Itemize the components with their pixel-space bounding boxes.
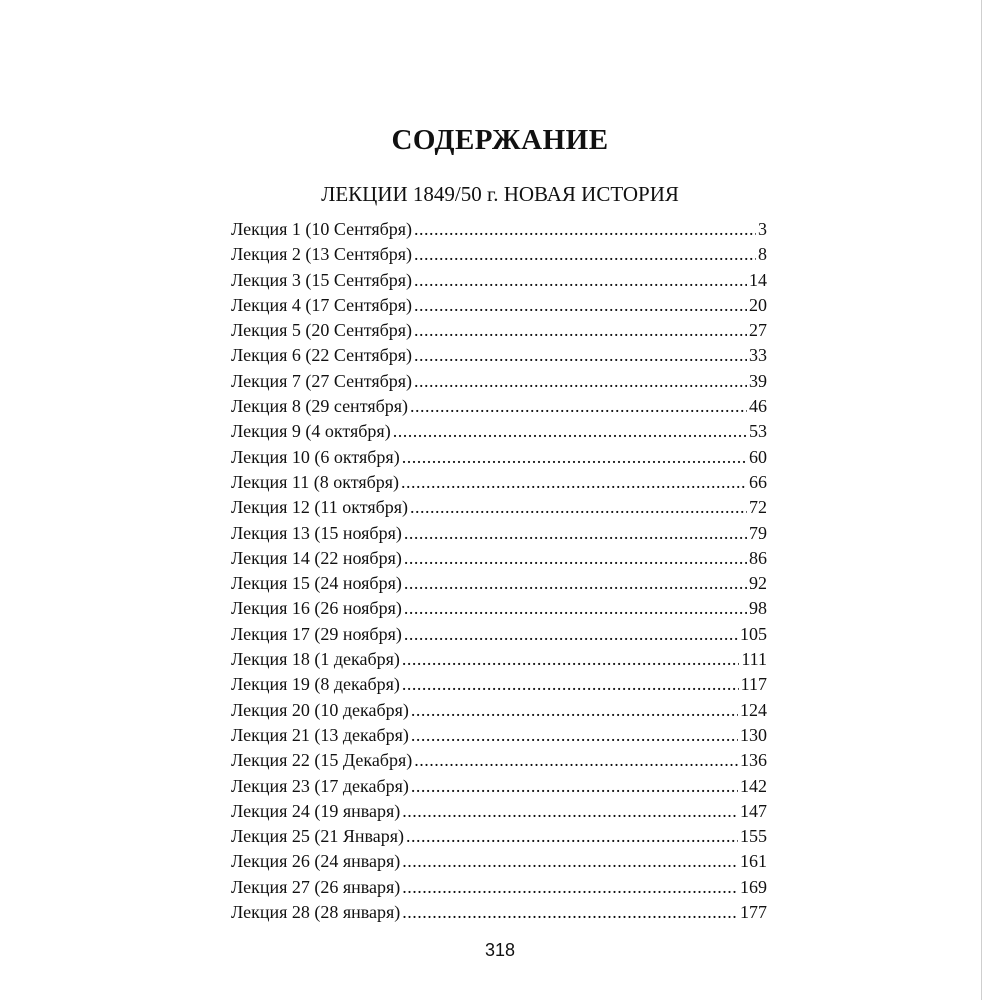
toc-entry [231, 217, 767, 242]
toc-entry-page: 177 [740, 902, 767, 923]
toc-entry-page: 53 [749, 421, 767, 442]
dot-leader [402, 445, 747, 470]
dot-leader [402, 900, 738, 925]
toc-entry-page: 111 [741, 649, 767, 670]
toc-entry [231, 900, 767, 925]
dot-leader [410, 394, 747, 419]
toc-entry-title: Лекция 9 (4 октября) [231, 421, 391, 442]
toc-entry-title: Лекция 15 (24 ноября) [231, 573, 402, 594]
toc-entry-title: Лекция 14 (22 ноября) [231, 547, 402, 568]
dot-leader [414, 268, 747, 293]
toc-entry-page: 142 [740, 775, 767, 796]
page-number: 318 [484, 940, 516, 960]
dot-leader [404, 521, 747, 546]
dot-leader [404, 596, 747, 621]
dot-leader [401, 470, 747, 495]
toc-entry-page: 130 [740, 724, 767, 745]
toc-entry [231, 318, 767, 343]
toc-entry-page: 20 [749, 294, 767, 315]
toc-entry [231, 824, 767, 849]
toc-entry-title: Лекция 4 (17 Сентября) [231, 294, 413, 315]
toc-entry-page: 136 [740, 750, 767, 771]
toc-entry-page: 3 [758, 219, 767, 239]
toc-entry [231, 293, 767, 318]
toc-entry-title: Лекция 8 (29 сентября) [231, 396, 409, 417]
toc-entry [231, 268, 767, 293]
toc-entry [231, 672, 767, 697]
dot-leader [410, 495, 747, 520]
toc-entry-page: 92 [749, 573, 767, 594]
toc-entry-title: Лекция 11 (8 октября) [231, 471, 400, 492]
toc-entry-title: Лекция 16 (26 ноября) [231, 598, 402, 619]
toc-entry-title: Лекция 23 (17 декабря) [231, 775, 409, 796]
table-of-contents [231, 217, 767, 925]
dot-leader [402, 647, 739, 672]
toc-entry-page: 161 [740, 851, 767, 872]
toc-entry [231, 698, 767, 723]
toc-entry-page: 79 [749, 522, 767, 543]
toc-entry-title: Лекция 6 (22 Сентября) [231, 345, 413, 366]
toc-entry-page: 169 [740, 876, 767, 897]
dot-leader [411, 774, 738, 799]
toc-entry-page: 147 [740, 800, 767, 821]
dot-leader [411, 698, 738, 723]
dot-leader [414, 217, 756, 242]
toc-entry [231, 723, 767, 748]
dot-leader [402, 672, 739, 697]
toc-entry-page: 46 [749, 396, 767, 417]
toc-entry [231, 495, 767, 520]
toc-entry [231, 394, 767, 419]
toc-entry-title: Лекция 13 (15 ноября) [231, 522, 402, 543]
toc-entry-page: 66 [749, 471, 767, 492]
toc-entry [231, 445, 767, 470]
toc-entry-page: 8 [758, 244, 767, 265]
dot-leader [402, 799, 738, 824]
toc-entry [231, 875, 767, 900]
toc-entry-page: 124 [740, 699, 767, 720]
contents-heading: СОДЕРЖАНИЕ [391, 124, 609, 156]
toc-entry-title: Лекция 10 (6 октября) [231, 446, 400, 467]
dot-leader [406, 824, 738, 849]
dot-leader [404, 546, 747, 571]
toc-entry-page: 98 [749, 598, 767, 619]
dot-leader [393, 419, 747, 444]
toc-entry [231, 470, 767, 495]
toc-entry-title: Лекция 1 (10 Сентября) [231, 219, 413, 239]
dot-leader [414, 369, 747, 394]
toc-entry [231, 242, 767, 267]
toc-entry-title: Лекция 22 (15 Декабря) [231, 750, 413, 771]
toc-entry-title: Лекция 18 (1 декабря) [231, 649, 400, 670]
section-subheading: ЛЕКЦИИ 1849/50 г. НОВАЯ ИСТОРИЯ [321, 182, 679, 206]
dot-leader [414, 343, 747, 368]
toc-entry [231, 622, 767, 647]
toc-entry [231, 343, 767, 368]
toc-entry-page: 39 [749, 370, 767, 391]
toc-entry-page: 105 [740, 623, 767, 644]
toc-entry-title: Лекция 27 (26 января) [231, 876, 401, 897]
toc-entry [231, 849, 767, 874]
toc-entry-title: Лекция 25 (21 Января) [231, 826, 405, 847]
toc-entry [231, 596, 767, 621]
toc-entry [231, 419, 767, 444]
toc-entry-title: Лекция 19 (8 декабря) [231, 674, 400, 695]
toc-entry [231, 774, 767, 799]
toc-entry-page: 86 [749, 547, 767, 568]
dot-leader [414, 293, 747, 318]
toc-entry [231, 799, 767, 824]
toc-entry-title: Лекция 20 (10 декабря) [231, 699, 409, 720]
toc-entry-title: Лекция 7 (27 Сентября) [231, 370, 413, 391]
dot-leader [414, 318, 747, 343]
toc-entry-title: Лекция 24 (19 января) [231, 800, 401, 821]
toc-entry-title: Лекция 2 (13 Сентября) [231, 244, 413, 265]
toc-entry [231, 647, 767, 672]
dot-leader [402, 875, 738, 900]
toc-entry [231, 748, 767, 773]
toc-entry-page: 155 [740, 826, 767, 847]
toc-entry-page: 27 [749, 320, 767, 341]
toc-entry-title: Лекция 28 (28 января) [231, 902, 401, 923]
toc-entry [231, 369, 767, 394]
dot-leader [404, 622, 738, 647]
dot-leader [414, 242, 756, 267]
dot-leader [411, 723, 738, 748]
dot-leader [414, 748, 738, 773]
toc-entry [231, 571, 767, 596]
toc-entry-title: Лекция 17 (29 ноября) [231, 623, 402, 644]
dot-leader [404, 571, 747, 596]
toc-entry [231, 546, 767, 571]
toc-entry-title: Лекция 5 (20 Сентября) [231, 320, 413, 341]
dot-leader [402, 849, 738, 874]
toc-entry [231, 521, 767, 546]
toc-entry-page: 33 [749, 345, 767, 366]
toc-entry-page: 72 [749, 497, 767, 518]
toc-entry-page: 60 [749, 446, 767, 467]
toc-entry-title: Лекция 21 (13 декабря) [231, 724, 409, 745]
toc-entry-page: 117 [740, 674, 767, 695]
toc-entry-title: Лекция 12 (11 октября) [231, 497, 409, 518]
toc-entry-page: 14 [749, 269, 767, 290]
toc-entry-title: Лекция 3 (15 Сентября) [231, 269, 413, 290]
toc-entry-title: Лекция 26 (24 января) [231, 851, 401, 872]
